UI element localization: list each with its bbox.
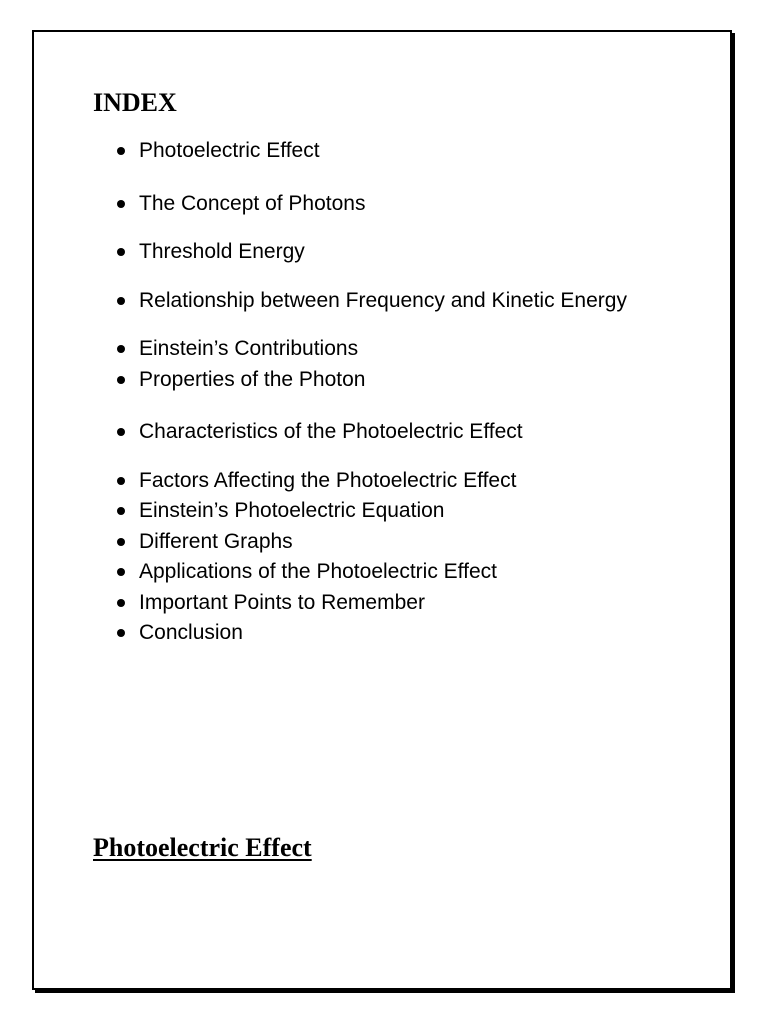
index-item-label: Factors Affecting the Photoelectric Effect — [139, 468, 517, 492]
section-heading: Photoelectric Effect — [93, 833, 312, 862]
index-item — [114, 286, 634, 317]
bullet-icon — [117, 507, 125, 515]
bullet-icon — [117, 538, 125, 546]
index-item-label: Characteristics of the Photoelectric Effect — [139, 420, 523, 443]
bullet-icon — [117, 345, 125, 353]
index-item-label: Different Graphs — [139, 529, 293, 553]
index-item-label: Photoelectric Effect — [139, 139, 320, 162]
index-item — [114, 136, 634, 167]
index-heading: INDEX — [93, 88, 177, 117]
index-item — [114, 588, 634, 619]
bullet-icon — [117, 428, 125, 436]
index-item-label: Applications of the Photoelectric Effect — [139, 560, 497, 583]
index-item — [114, 417, 634, 448]
bullet-icon — [117, 297, 125, 305]
bullet-icon — [117, 147, 125, 155]
index-item-label: Einstein’s Contributions — [139, 337, 359, 360]
index-item-label: Conclusion — [139, 621, 243, 644]
index-item — [114, 527, 634, 558]
index-item — [114, 237, 634, 268]
index-item — [114, 189, 634, 220]
bullet-icon — [117, 629, 125, 637]
index-item-label: Einstein’s Photoelectric Equation — [139, 499, 445, 522]
bullet-icon — [117, 376, 125, 384]
index-list — [114, 136, 634, 649]
index-item — [114, 365, 634, 396]
index-item-label: Properties of the Photon — [139, 367, 366, 391]
index-item — [114, 466, 634, 497]
index-item-label: The Concept of Photons — [139, 191, 366, 215]
index-item — [114, 496, 634, 527]
index-item — [114, 557, 634, 588]
bullet-icon — [117, 568, 125, 576]
index-item-label: Threshold Energy — [139, 240, 305, 263]
bullet-icon — [117, 200, 125, 208]
index-item-label: Relationship between Frequency and Kinetic Energy — [139, 288, 627, 312]
index-item-label: Important Points to Remember — [139, 590, 425, 614]
bullet-icon — [117, 477, 125, 485]
index-item — [114, 334, 634, 365]
bullet-icon — [117, 599, 125, 607]
bullet-icon — [117, 248, 125, 256]
index-item — [114, 618, 634, 649]
